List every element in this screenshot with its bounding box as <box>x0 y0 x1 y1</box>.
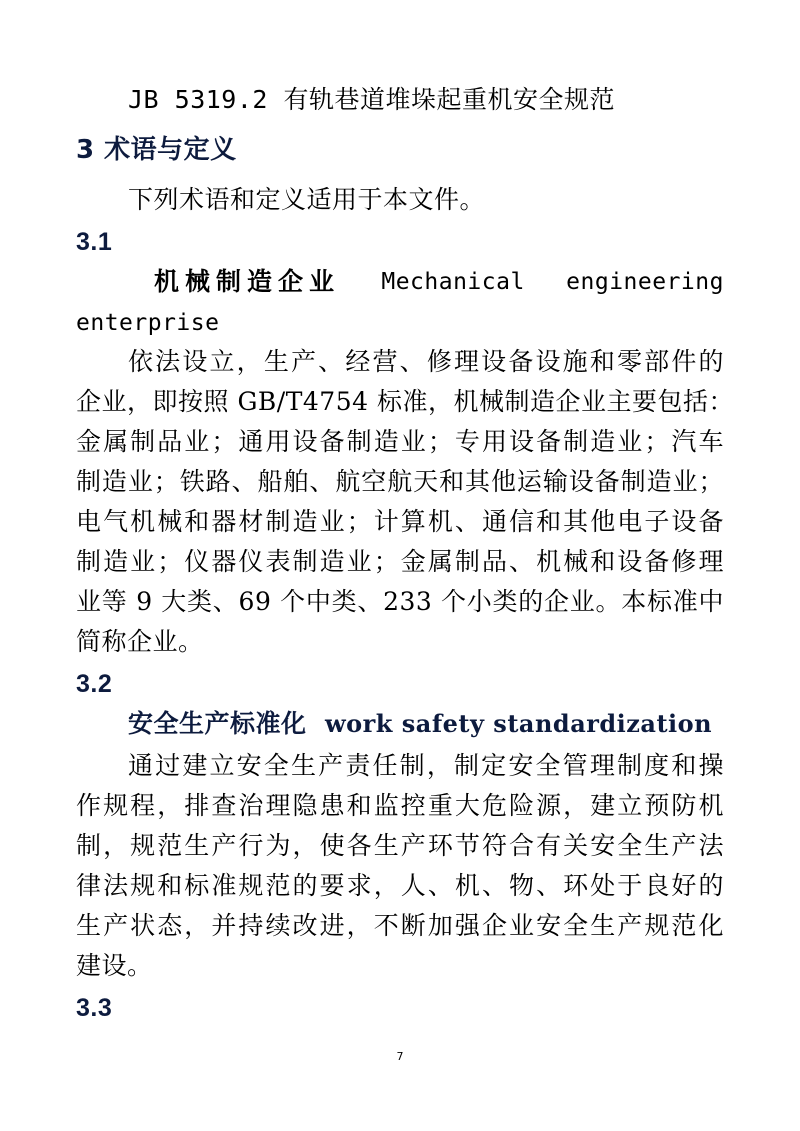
paragraph-line: 依法设立，生产、经营、修理设备设施和零部件的 <box>128 347 724 376</box>
paragraph-line: 简称企业。 <box>76 627 204 656</box>
term-en-part: engineering <box>566 269 724 295</box>
term-heading-3-1 <box>154 262 724 302</box>
clause-number-3-2: 3.2 <box>76 670 113 698</box>
clause-number-3-1: 3.1 <box>76 228 113 256</box>
term-cn: 安全生产标准化 <box>128 709 307 738</box>
term-en: work safety standardization <box>324 709 713 738</box>
paragraph-line: 律法规和标准规范的要求，人、机、物、环处于良好的 <box>76 871 724 900</box>
clause-number-3-3: 3.3 <box>76 994 113 1022</box>
standard-reference: JB 5319.2 有轨巷道堆垛起重机安全规范 <box>128 85 616 114</box>
paragraph-line: 制，规范生产行为，使各生产环节符合有关安全生产法 <box>76 831 724 860</box>
section-intro: 下列术语和定义适用于本文件。 <box>128 185 486 214</box>
term-heading-3-1-cont: enterprise <box>76 310 220 336</box>
paragraph-line: 业等 9 大类、69 个中类、233 个小类的企业。本标准中 <box>76 587 724 616</box>
paragraph-line: 建设。 <box>76 951 153 980</box>
paragraph-line: 金属制品业；通用设备制造业；专用设备制造业；汽车 <box>76 427 724 456</box>
term-en-part: Mechanical <box>381 269 525 295</box>
paragraph-line: 企业，即按照 GB/T4754 标准，机械制造企业主要包括： <box>76 387 734 416</box>
paragraph-line: 电气机械和器材制造业；计算机、通信和其他电子设备 <box>76 507 724 536</box>
paragraph-line: 通过建立安全生产责任制，制定安全管理制度和操 <box>128 751 724 780</box>
section-title: 3 术语与定义 <box>76 135 237 165</box>
term-cn: 机械制造企业 <box>154 267 341 296</box>
paragraph-line: 制造业；铁路、船舶、航空航天和其他运输设备制造业； <box>76 467 724 496</box>
paragraph-line: 生产状态，并持续改进，不断加强企业安全生产规范化 <box>76 911 724 940</box>
paragraph-line: 制造业；仪器仪表制造业；金属制品、机械和设备修理 <box>76 547 724 576</box>
paragraph-line: 作规程，排查治理隐患和监控重大危险源，建立预防机 <box>76 791 724 820</box>
page-number: 7 <box>396 1050 404 1063</box>
term-heading-3-2 <box>128 704 724 744</box>
